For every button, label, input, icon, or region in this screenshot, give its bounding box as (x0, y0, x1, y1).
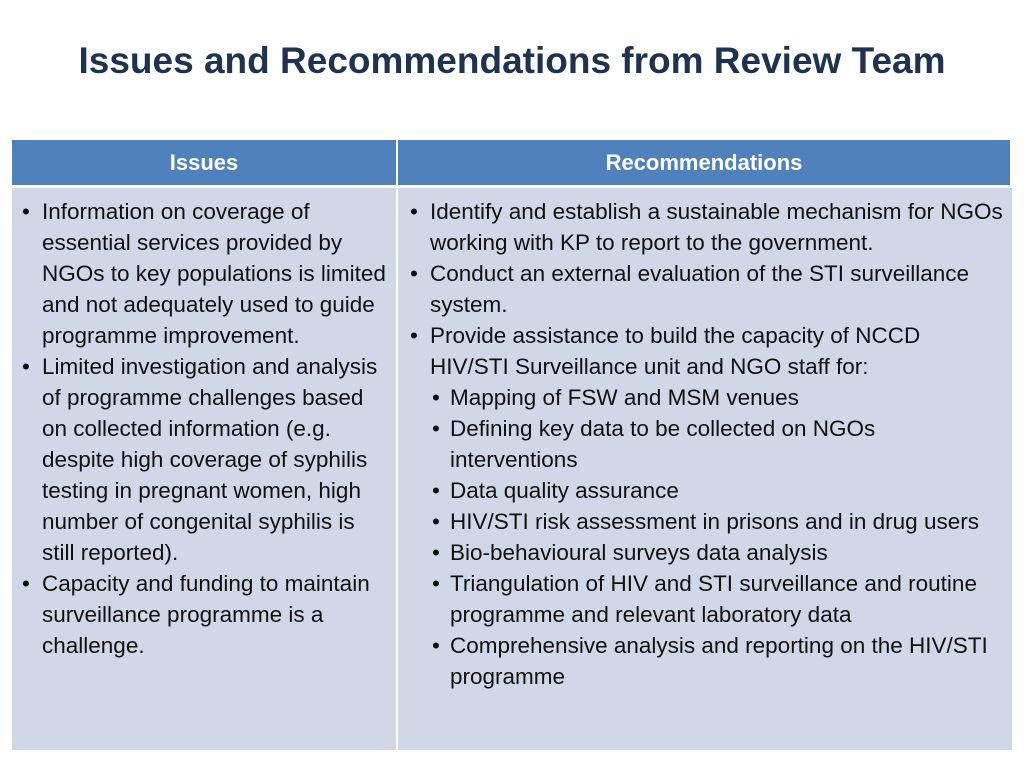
capacity-sublist (430, 382, 1004, 692)
recommendations-cell (398, 185, 1012, 750)
capacity-item: • Triangulation of HIV and STI surveillance and routine programme and relevant laboratory data (430, 568, 1004, 630)
capacity-item: • Mapping of FSW and MSM venues (430, 382, 1004, 413)
capacity-item: • Bio-behavioural surveys data analysis (430, 537, 1004, 568)
issue-item: • Information on coverage of essential services provided by NGOs to key populations is limited and not adequately used to guide programme improvement. (20, 196, 388, 351)
issue-item: • Limited investigation and analysis of programme challenges based on collected information (e.g. despite high coverage of syphilis testing in pregnant women, high number of congenital syphilis is still reported). (20, 351, 388, 568)
recommendations-list (408, 196, 1004, 692)
capacity-item: • Defining key data to be collected on NGOs interventions (430, 413, 1004, 475)
recommendation-item-capacity (408, 320, 1004, 692)
capacity-item: • Comprehensive analysis and reporting on the HIV/STI programme (430, 630, 1004, 692)
recommendation-item-text: Provide assistance to build the capacity of NCCD HIV/STI Surveillance unit and NGO staff for: (430, 323, 921, 379)
capacity-item: • Data quality assurance (430, 475, 1004, 506)
issues-recommendations-table (12, 140, 1012, 750)
recommendations-header: Recommendations (398, 140, 1012, 185)
slide-title: Issues and Recommendations from Review Team (78, 40, 946, 81)
recommendation-item: • Conduct an external evaluation of the STI surveillance system. (408, 258, 1004, 320)
issue-item: • Capacity and funding to maintain surveillance programme is a challenge. (20, 568, 388, 661)
issues-header: Issues (12, 140, 398, 185)
issues-cell (12, 185, 398, 750)
issues-list (20, 196, 388, 661)
capacity-item: • HIV/STI risk assessment in prisons and in drug users (430, 506, 1004, 537)
recommendation-item: • Identify and establish a sustainable mechanism for NGOs working with KP to report to the government. (408, 196, 1004, 258)
